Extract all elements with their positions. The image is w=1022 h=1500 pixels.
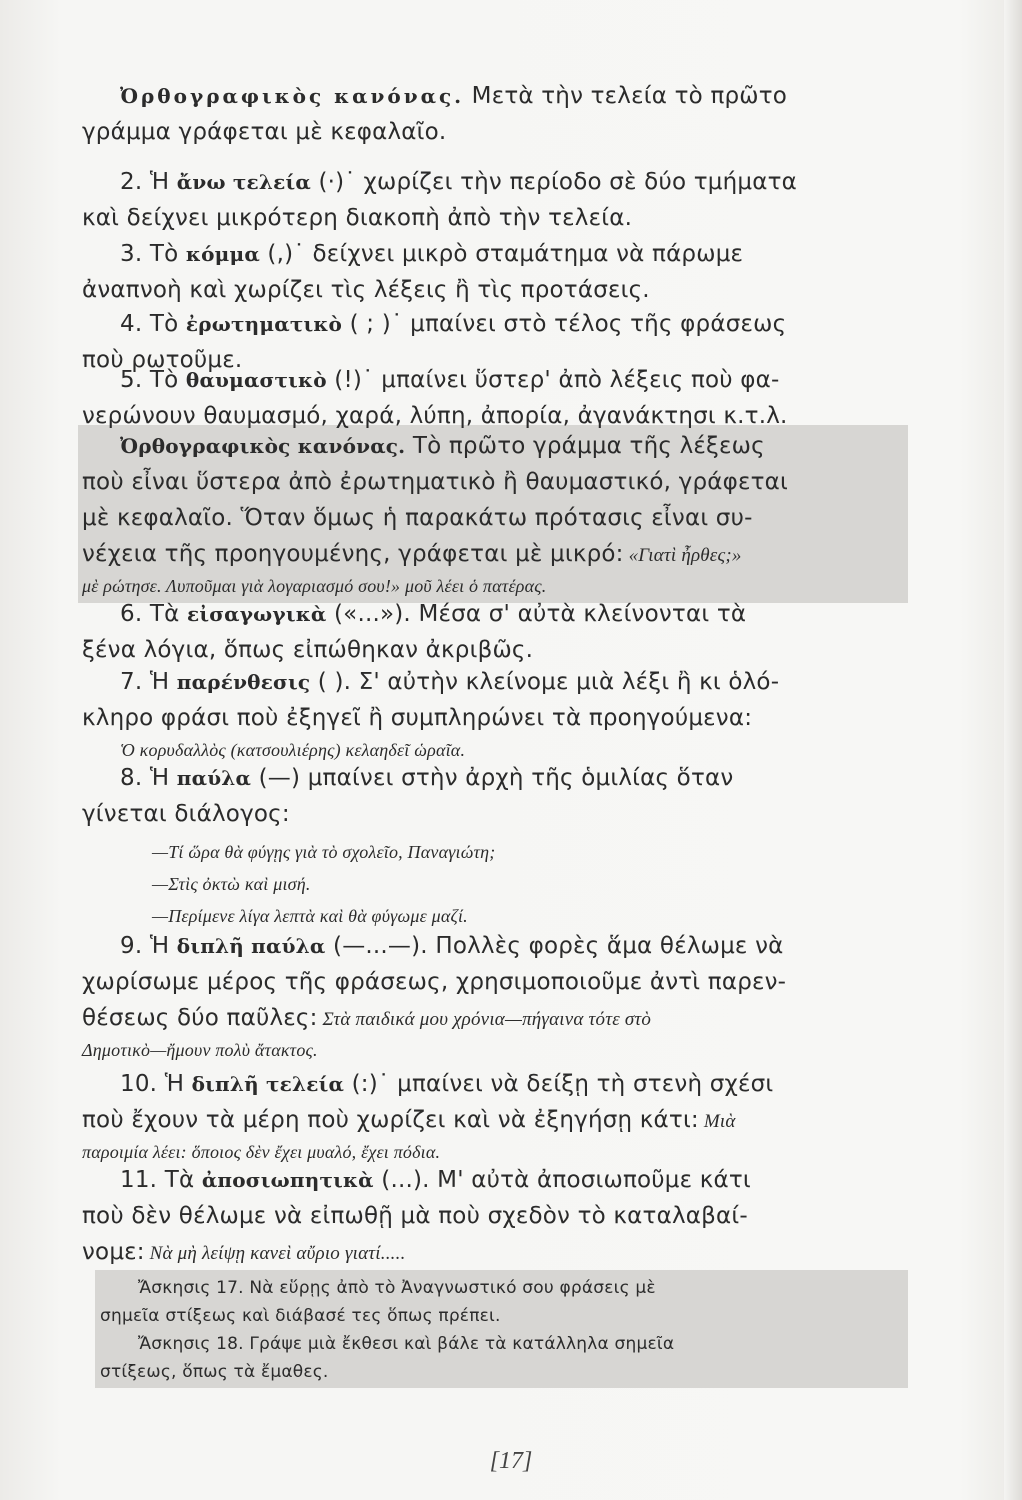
rule-2: Ὀρθογραφικὸς κανόνας. Τὸ πρῶτο γράμμα τῆς λέξεως ποὺ εἶναι ὕστερα ἀπὸ ἐρωτηματικὸ ἢ θαυμαστικό, γράφεται μὲ κεφαλαῖο. Ὅταν ὅμως ἡ παρακάτω πρότασις εἶναι συ- νέχεια τῆς προηγουμένης, γράφεται μὲ μικρό: «Γιατὶ ἦρθες;» μὲ ρώτησε. Λυποῦμαι γιὰ λογαριασμό σου!» μοῦ λέει ὁ πατέρας.: [82, 433, 789, 596]
dialogue-line: —Τί ὥρα θὰ φύγῃς γιὰ τὸ σχολεῖο, Παναγιώτη;: [152, 842, 496, 862]
term: ἀποσιωπητικὰ: [201, 1168, 374, 1192]
rule-label: Ὀρθογραφικὸς κανόνας.: [120, 84, 465, 108]
term: θαυμαστικὸ: [185, 368, 327, 392]
item-10: 10. Ἡ διπλῆ τελεία (:)˙ μπαίνει νὰ δείξῃ τὴ στενὴ σχέσι ποὺ ἔχουν τὰ μέρη ποὺ χωρίζει καὶ νὰ ἐξηγήσῃ κάτι: Μιὰ παροιμία λέει: ὅποιος δὲν ἔχει μυαλό, ἔχει πόδια.: [82, 1071, 774, 1162]
exercises: Ἄσκησις 17. Νὰ εὕρῃς ἀπὸ τὸ Ἀναγνωστικό σου φράσεις μὲ σημεῖα στίξεως καὶ διάβασέ τες ὅπως πρέπει. Ἄσκησις 18. Γράψε μιὰ ἔκθεσι καὶ βάλε τὰ κατάλληλα σημεῖα στίξεως, ὅπως τὰ ἔμαθες.: [100, 1274, 900, 1386]
item-6: 6. Τὰ εἰσαγωγικὰ («...»). Μέσα σ' αὐτὰ κλείνονται τὰ ξένα λόγια, ὅπως εἰπώθηκαν ἀκριβῶς.: [82, 601, 747, 663]
item-5: 5. Τὸ θαυμαστικὸ (!)˙ μπαίνει ὕστερ' ἀπὸ λέξεις ποὺ φα- νερώνουν θαυμασμό, χαρά, λύπη, ἀπορία, ἀγανάκτησι κ.τ.λ.: [82, 367, 788, 429]
item-4: 4. Τὸ ἐρωτηματικὸ ( ; )˙ μπαίνει στὸ τέλος τῆς φράσεως ποὺ ρωτοῦμε.: [82, 311, 787, 373]
page-number: [17]: [489, 1448, 533, 1474]
term: ἄνω τελεία: [176, 170, 311, 194]
exercise-18: Ἄσκησις 18. Γράψε μιὰ ἔκθεσι καὶ βάλε τὰ κατάλληλα σημεῖα: [138, 1334, 675, 1354]
item-9: 9. Ἡ διπλῆ παύλα (—...—). Πολλὲς φορὲς ἅμα θέλωμε νὰ χωρίσωμε μέρος τῆς φράσεως, χρησιμοποιοῦμε ἀντὶ παρεν- θέσεως δύο παῦλες: Στὰ παιδικά μου χρόνια—πήγαινα τότε στὸ Δημοτικὸ—ἤμουν πολὺ ἄτακτος.: [82, 933, 787, 1060]
term: διπλῆ τελεία: [191, 1072, 345, 1096]
dialogue-line: —Στὶς ὀκτὼ καὶ μισή.: [152, 874, 311, 894]
item-7: 7. Ἡ παρένθεσις ( ). Σ' αὐτὴν κλείνομε μιὰ λέξι ἢ κι ὁλό- κληρο φράσι ποὺ ἐξηγεῖ ἢ συμπληρώνει τὰ προηγούμενα: Ὁ κορυδαλλὸς (κατσουλιέρης) κελαηδεῖ ὡραῖα.: [82, 664, 902, 764]
example: Ὁ κορυδαλλὸς (κατσουλιέρης) κελαηδεῖ ὡραῖα.: [120, 740, 466, 760]
term: παύλα: [176, 766, 252, 790]
term: εἰσαγωγικὰ: [187, 602, 327, 626]
page-edge-shadow: [1004, 0, 1022, 1500]
rule-1: Ὀρθογραφικὸς κανόνας. Μετὰ τὴν τελεία τὸ πρῶτο γράμμα γράφεται μὲ κεφαλαῖο.: [82, 83, 788, 145]
term: διπλῆ παύλα: [176, 934, 326, 958]
item-3: 3. Τὸ κόμμα (,)˙ δείχνει μικρὸ σταμάτημα νὰ πάρωμε ἀναπνοὴ καὶ χωρίζει τὶς λέξεις ἢ τὶς προτάσεις.: [82, 241, 744, 303]
term: παρένθεσις: [176, 670, 311, 694]
item-11: 11. Τὰ ἀποσιωπητικὰ (...). Μ' αὐτὰ ἀποσιωποῦμε κάτι ποὺ δὲν θέλωμε νὰ εἰπωθῇ μὰ ποὺ σχεδὸν τὸ καταλαβαί- νομε: Νὰ μὴ λείψῃ κανεὶ αὔριο γιατί.....: [82, 1167, 751, 1265]
term: κόμμα: [185, 242, 260, 266]
term: ἐρωτηματικὸ: [185, 312, 343, 336]
item-2: 2. Ἡ ἄνω τελεία (·)˙ χωρίζει τὴν περίοδο σὲ δύο τμήματα καὶ δείχνει μικρότερη διακοπὴ ἀπὸ τὴν τελεία.: [82, 169, 798, 231]
rule-label: Ὀρθογραφικὸς κανόνας.: [120, 434, 406, 458]
exercise-17: Ἄσκησις 17. Νὰ εὕρῃς ἀπὸ τὸ Ἀναγνωστικό σου φράσεις μὲ: [138, 1278, 656, 1298]
item-8: 8. Ἡ παύλα (—) μπαίνει στὴν ἀρχὴ τῆς ὁμιλίας ὅταν γίνεται διάλογος: —Τί ὥρα θὰ φύγῃς γιὰ τὸ σχολεῖο, Παναγιώτη; —Στὶς ὀκτὼ καὶ μισή. —Περίμενε λίγα λεπτὰ καὶ θὰ φύγωμε μαζί.: [82, 760, 902, 930]
dialogue-line: —Περίμενε λίγα λεπτὰ καὶ θὰ φύγωμε μαζί.: [152, 906, 468, 926]
